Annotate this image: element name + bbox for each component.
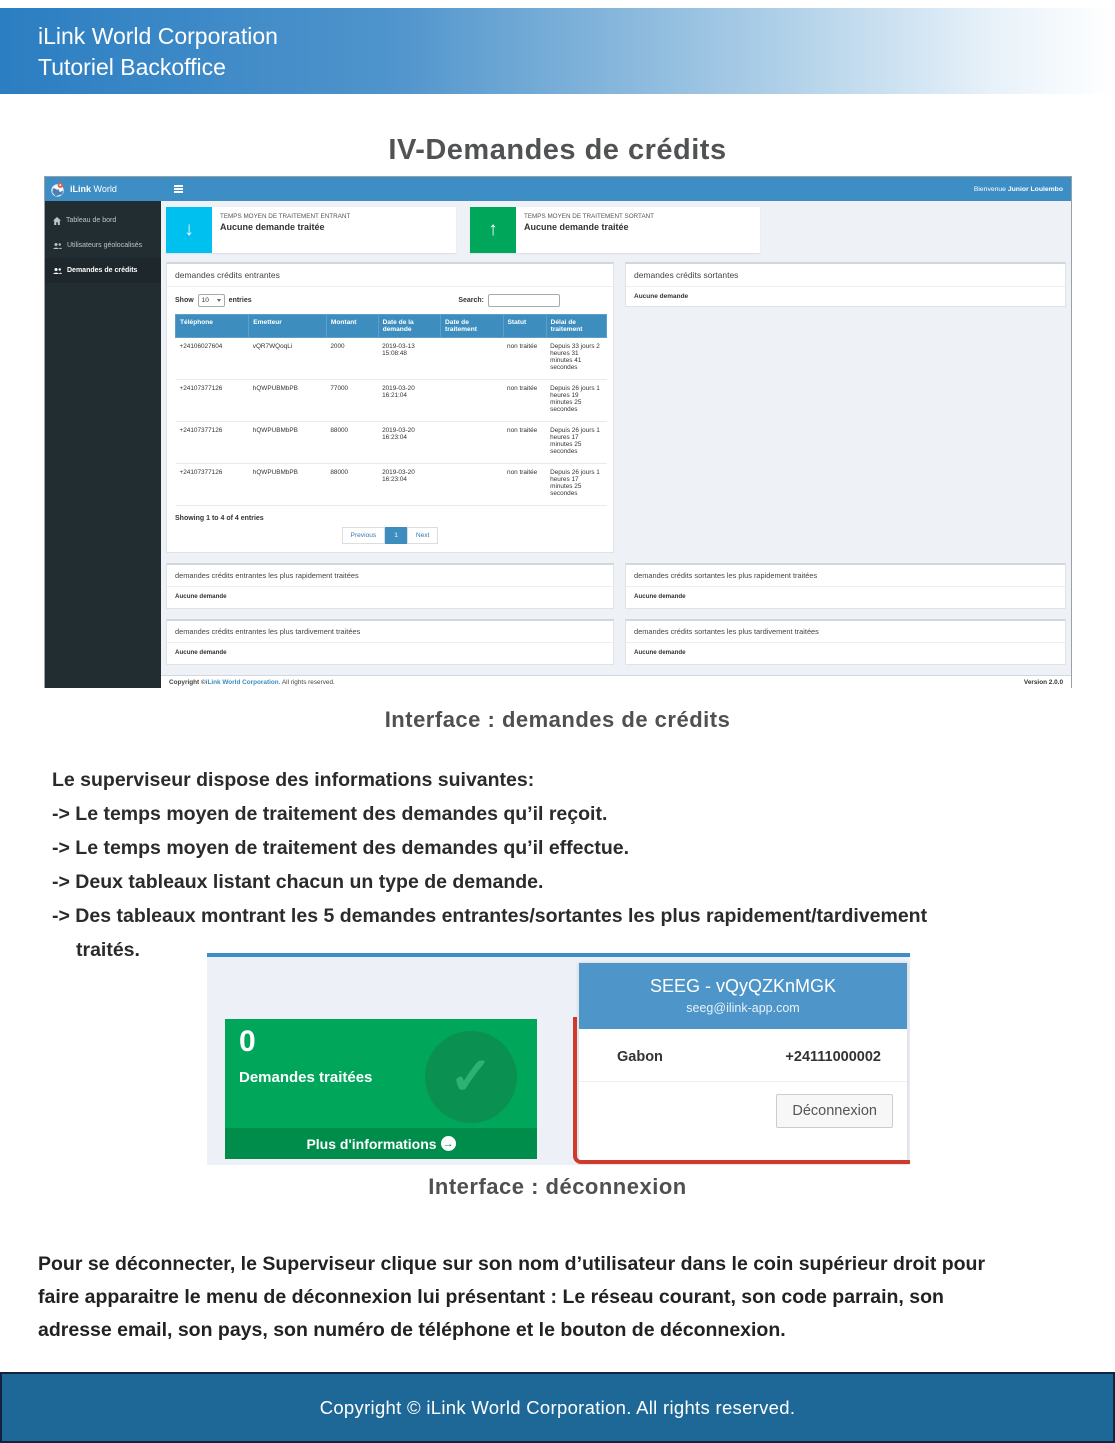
- hamburger-menu-icon[interactable]: [174, 185, 183, 192]
- pagination-next-button[interactable]: Next: [407, 527, 439, 544]
- user-dropdown: [578, 962, 908, 1163]
- empty-state-text: Aucune demande: [175, 649, 227, 656]
- panel-title: demandes crédits sortantes les plus rapidement traitées: [626, 565, 1065, 587]
- pagination-previous-button[interactable]: Previous: [342, 527, 386, 544]
- deconnexion-button[interactable]: Déconnexion: [776, 1094, 893, 1128]
- country-label: Gabon: [617, 1049, 663, 1065]
- user-dropdown-header: [579, 963, 907, 1029]
- treated-count: 0: [239, 1025, 256, 1058]
- document-header-banner: [0, 8, 1115, 94]
- banner-line2: Tutoriel Backoffice: [38, 54, 226, 80]
- dashboard-content: [161, 201, 1071, 688]
- empty-state-text: Aucune demande: [634, 293, 689, 300]
- info-bullet: -> Deux tableaux listant chacun un type de demande.: [52, 871, 544, 893]
- brand-name: iLink World: [70, 184, 117, 194]
- caption-demandes-credits: Interface : demandes de crédits: [384, 707, 731, 732]
- demandes-traitees-card: [225, 1019, 537, 1159]
- version-label: Version 2.0.0: [1023, 678, 1063, 686]
- network-and-code: SEEG - vQyQZKnMGK: [649, 976, 837, 996]
- caption-deconnexion: Interface : déconnexion: [428, 1174, 687, 1199]
- sidebar-item-utilisateurs-geolocalises[interactable]: Utilisateurs géolocalisés: [45, 233, 161, 258]
- panel-entrantes-tardivement: [166, 619, 614, 665]
- logout-paragraph: Pour se déconnecter, le Superviseur clique sur son nom d’utilisateur dans le coin supérieur droit pour faire apparaitre le menu de déconnexion lui présentant : Le réseau courant, son code parrain, son adresse email, son pays, son numéro de téléphone et le bouton de déconnexion.: [38, 1253, 986, 1341]
- pagination-page-1-button[interactable]: 1: [385, 527, 407, 544]
- banner-line1: iLink World Corporation: [38, 23, 278, 49]
- table-row: +24107377126 hQWPUBMbPB 88000 2019-03-20 16:23:04 non traitée Depuis 26 jours 1 heures 17 minutes 25 secondes: [176, 422, 607, 464]
- table-summary: Showing 1 to 4 of 4 entries: [175, 515, 264, 522]
- column-header-emetteur[interactable]: Emetteur: [249, 315, 327, 338]
- info-bullet: -> Des tableaux montrant les 5 demandes entrantes/sortantes les plus rapidement/tardivement traités.: [52, 905, 928, 961]
- table-row: +24106027604 vQR7WQoqLi 2000 2019-03-13 15:08:48 non traitée Depuis 33 jours 2 heures 31 minutes 41 secondes: [176, 338, 607, 380]
- sidebar-item-demandes-de-credits[interactable]: Demandes de crédits: [45, 258, 161, 283]
- info-bullet: -> Le temps moyen de traitement des demandes qu’il reçoit.: [52, 803, 608, 825]
- treated-label: Demandes traitées: [239, 1069, 373, 1086]
- document-footer: Copyright © iLink World Corporation. All rights reserved.: [0, 1372, 1115, 1443]
- sidebar-item-tableau-de-bord[interactable]: Tableau de bord: [45, 208, 161, 233]
- panel-title: demandes crédits sortantes les plus tardivement traitées: [626, 621, 1065, 643]
- sidebar: [45, 201, 161, 688]
- chevron-down-icon: [217, 299, 221, 302]
- panel-sortantes-rapidement: [625, 563, 1066, 609]
- table-row: +24107377126 hQWPUBMbPB 77000 2019-03-20 16:21:04 non traitée Depuis 26 jours 1 heures 19 minutes 25 secondes: [176, 380, 607, 422]
- info-card-value: Aucune demande traitée: [524, 222, 629, 232]
- panel-title: demandes crédits entrantes: [167, 264, 613, 287]
- show-label: Show: [175, 297, 194, 304]
- info-card-label: TEMPS MOYEN DE TRAITEMENT ENTRANT: [220, 213, 351, 220]
- phone-number: +24111000002: [785, 1049, 881, 1065]
- entries-label: entries: [228, 297, 252, 304]
- panel-title: demandes crédits entrantes les plus tardivement traitées: [167, 621, 613, 643]
- dashboard-navbar: [45, 177, 1071, 201]
- welcome-user[interactable]: Bienvenue Junior Loulembo: [973, 185, 1063, 193]
- dashboard-footer: Copyright © iLink World Corporation . All rights reserved. Version 2.0.0: [161, 675, 1071, 688]
- logout-screenshot: [207, 953, 910, 1165]
- column-header-date-demande[interactable]: Date de la demande: [378, 315, 440, 338]
- empty-state-text: Aucune demande: [634, 593, 686, 600]
- info-card-entrant: [166, 207, 456, 253]
- panel-entrantes-rapidement: [166, 563, 614, 609]
- column-header-montant[interactable]: Montant: [326, 315, 378, 338]
- user-email: seeg@ilink-app.com: [686, 1001, 800, 1015]
- search-label: Search:: [458, 297, 484, 304]
- users-icon: [53, 242, 62, 250]
- info-intro: Le superviseur dispose des informations suivantes:: [52, 769, 535, 791]
- info-card-sortant: [470, 207, 760, 253]
- panel-title: demandes crédits sortantes: [626, 264, 1065, 287]
- users-icon: [53, 267, 62, 275]
- panel-title: demandes crédits entrantes les plus rapidement traitées: [167, 565, 613, 587]
- country-phone-row: [579, 1029, 907, 1082]
- demandes-entrantes-table: [175, 314, 607, 506]
- table-row: +24107377126 hQWPUBMbPB 88000 2019-03-20 16:23:04 non traitée Depuis 26 jours 1 heures 17 minutes 25 secondes: [176, 464, 607, 506]
- pagination: [167, 527, 613, 544]
- brand-logo-area[interactable]: [45, 177, 161, 201]
- copyright-link[interactable]: iLink World Corporation: [205, 678, 279, 686]
- globe-pin-logo-icon: [50, 182, 65, 197]
- page-title: IV-Demandes de crédits: [388, 134, 727, 166]
- dashboard-body: [45, 201, 1071, 688]
- check-circle-icon: ✓: [425, 1031, 517, 1123]
- empty-state-text: Aucune demande: [634, 649, 686, 656]
- arrow-up-icon: ↑: [470, 207, 516, 253]
- arrow-circle-icon: →: [442, 1137, 454, 1150]
- arrow-down-icon: ↓: [166, 207, 212, 253]
- column-header-telephone[interactable]: Téléphone: [176, 315, 249, 338]
- dashboard-screenshot: [44, 176, 1072, 688]
- info-bullet: -> Le temps moyen de traitement des demandes qu’il effectue.: [52, 837, 630, 859]
- info-card-value: Aucune demande traitée: [220, 222, 325, 232]
- info-card-label: TEMPS MOYEN DE TRAITEMENT SORTANT: [524, 213, 655, 220]
- empty-state-text: Aucune demande: [175, 593, 227, 600]
- home-icon: [53, 217, 61, 225]
- column-header-date-traitement[interactable]: Date de traitement: [441, 315, 503, 338]
- search-input[interactable]: [488, 294, 560, 307]
- panel-demandes-entrantes: [166, 262, 614, 553]
- column-header-statut[interactable]: Statut: [503, 315, 546, 338]
- column-header-delai[interactable]: Délai de traitement: [546, 315, 606, 338]
- panel-sortantes-tardivement: [625, 619, 1066, 665]
- entries-select[interactable]: 10: [198, 294, 225, 307]
- info-list: [52, 763, 987, 967]
- panel-demandes-sortantes: [625, 262, 1066, 307]
- more-info-link[interactable]: Plus d'informations →: [225, 1128, 537, 1159]
